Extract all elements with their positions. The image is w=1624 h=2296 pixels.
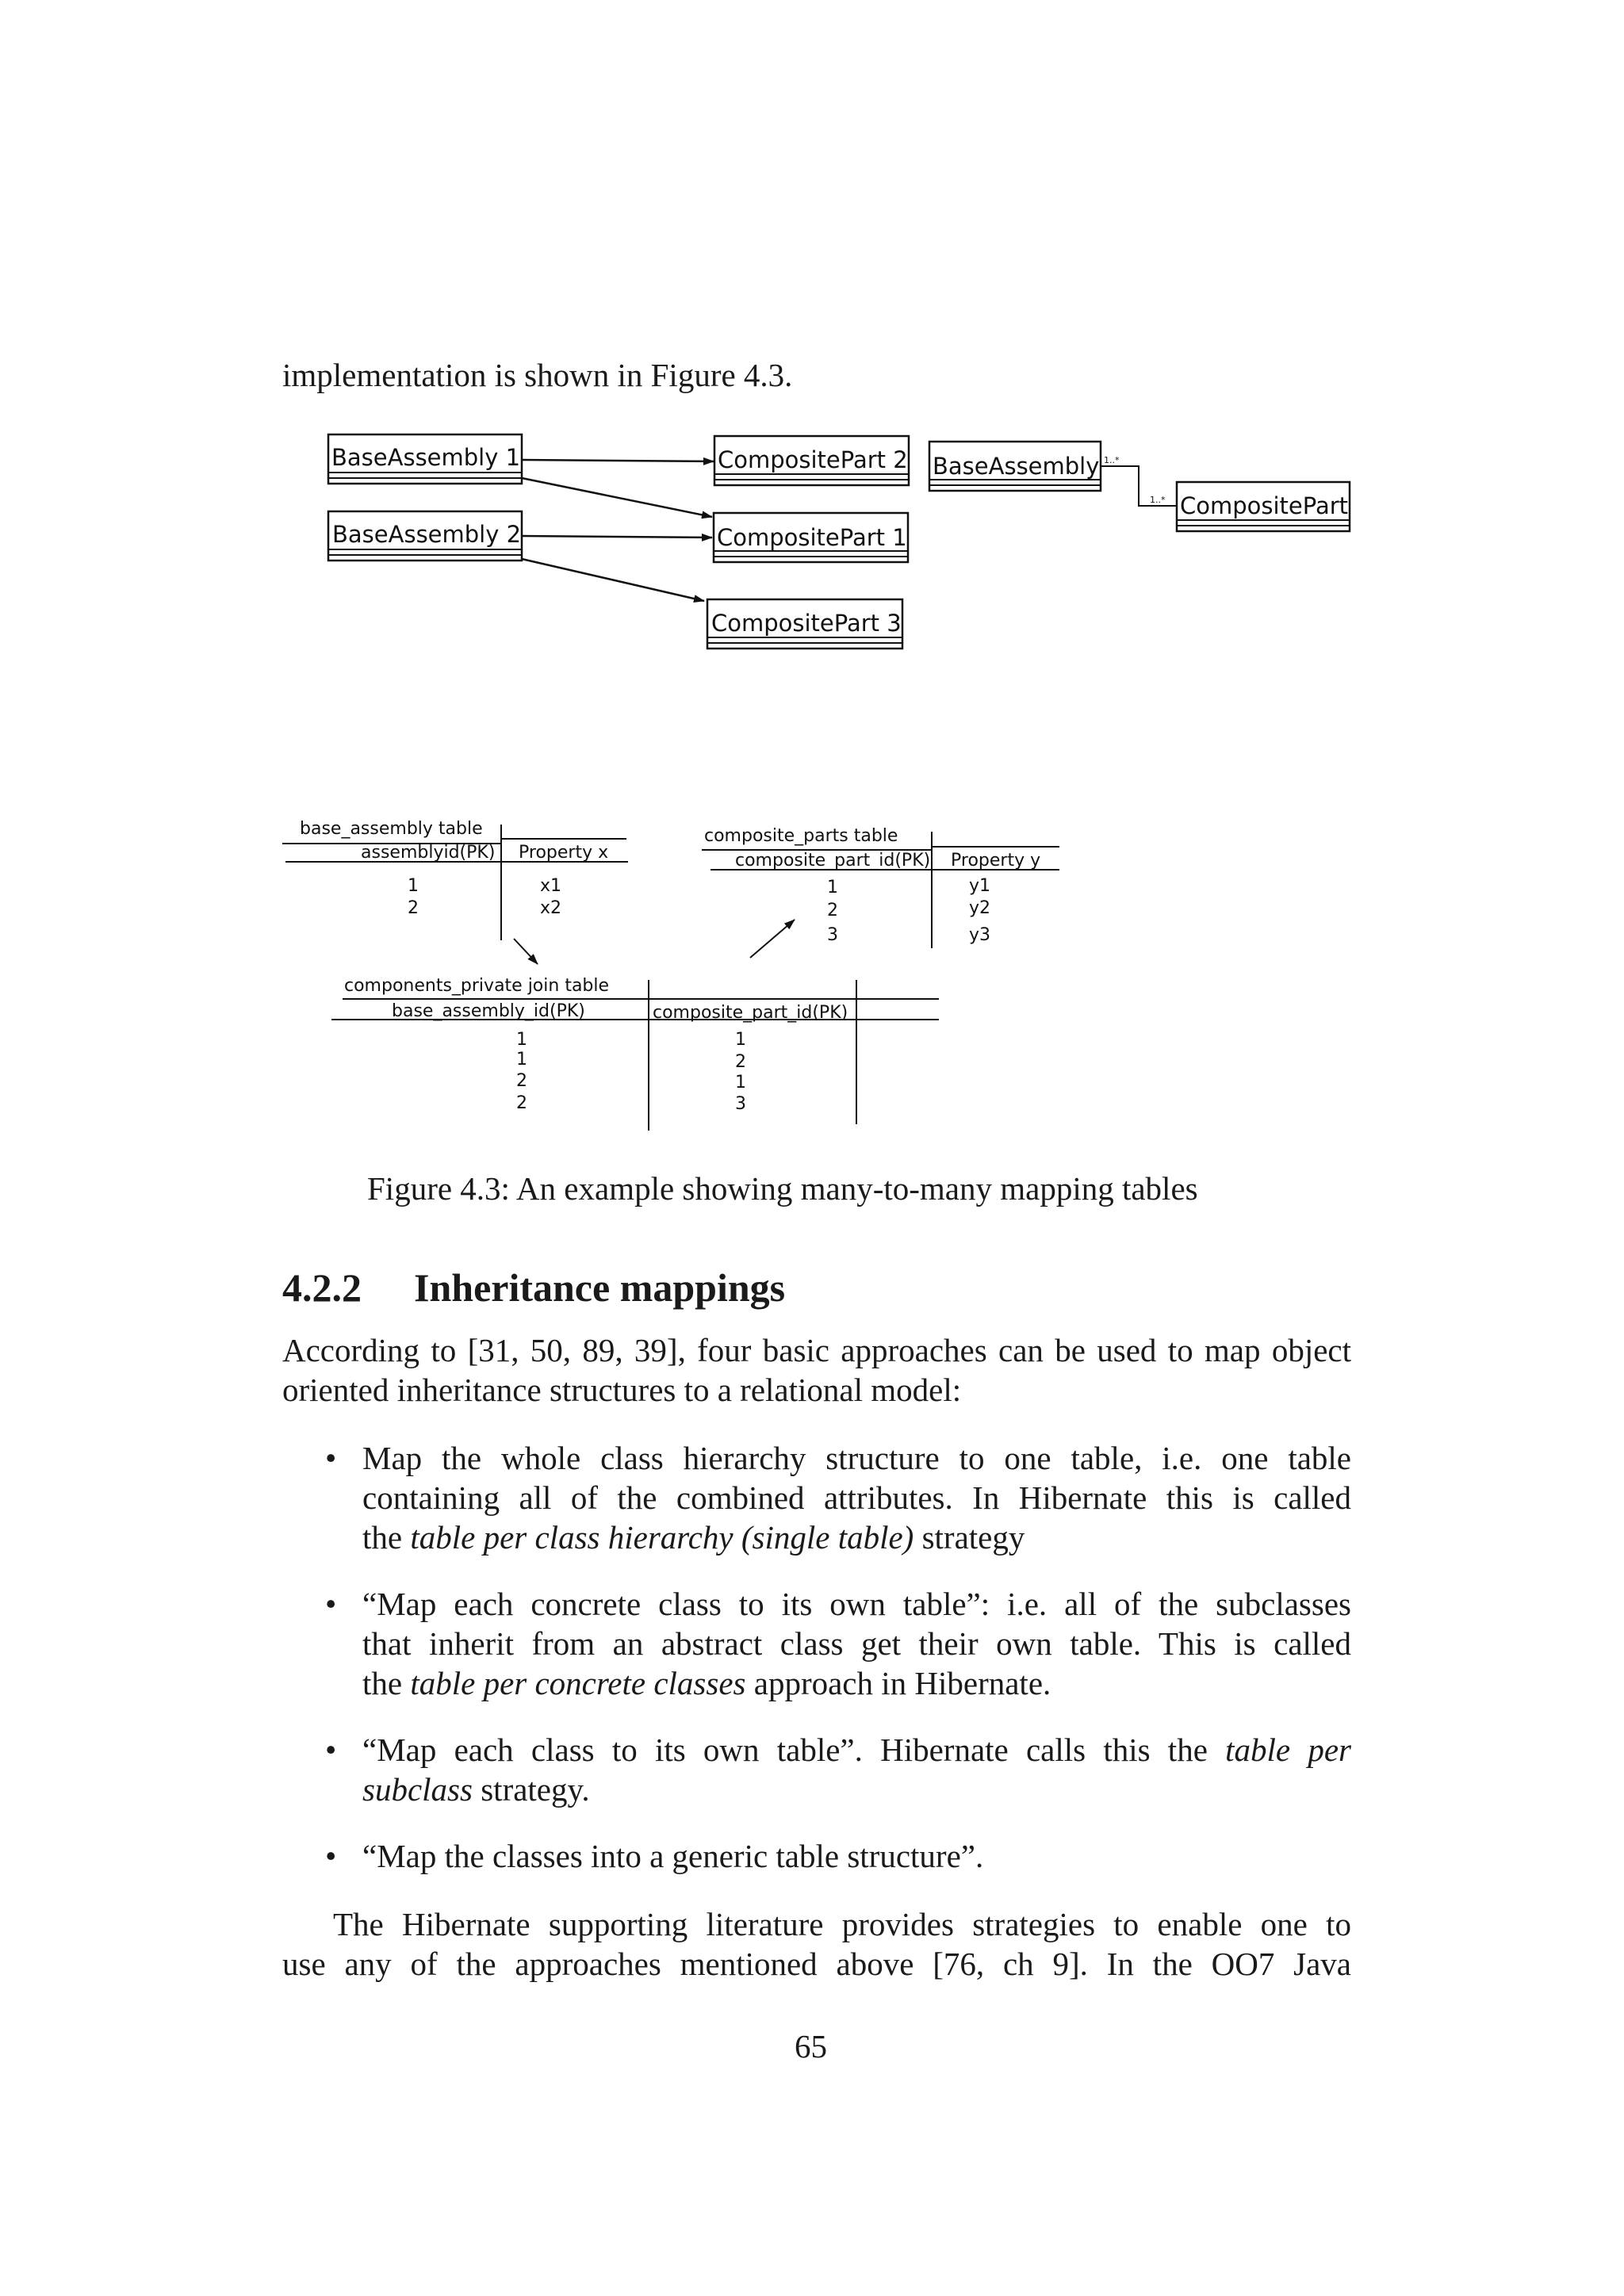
- join-table: [331, 976, 939, 1131]
- section-title: Inheritance mappings: [414, 1265, 786, 1310]
- page-number: 65: [795, 2028, 827, 2064]
- table-cell: x1: [540, 876, 562, 896]
- bullet-marker: •: [325, 1440, 337, 1476]
- instance-label: CompositePart 1: [717, 524, 907, 551]
- column-header: composite_part_id(PK): [735, 851, 931, 871]
- instance-arrows: [522, 460, 714, 601]
- text-line: The Hibernate supporting literature provides strategies to enable one to: [333, 1906, 1351, 1942]
- table-arrows: [514, 920, 795, 964]
- instance-composite-part-3: [707, 599, 902, 649]
- emphasis: subclass: [362, 1771, 473, 1808]
- text-line: [362, 1730, 1351, 1770]
- emphasis: table per concrete classes: [410, 1665, 746, 1701]
- table-cell: 1: [735, 1030, 746, 1050]
- instance-label: BaseAssembly 2: [332, 521, 522, 548]
- instance-label: BaseAssembly 1: [331, 444, 521, 471]
- instance-composite-part-1: [714, 513, 908, 562]
- table-title: composite_parts table: [704, 826, 898, 846]
- instance-label: CompositePart 3: [711, 610, 902, 637]
- table-cell: 1: [735, 1073, 746, 1093]
- class-label: CompositePart: [1180, 492, 1349, 519]
- text-line: that inherit from an abstract class get their own table. This is called: [362, 1625, 1351, 1662]
- table-title: components_private join table: [344, 976, 610, 996]
- table-cell: x2: [540, 898, 562, 918]
- table-cell: 1: [516, 1050, 527, 1070]
- table-cell: 2: [516, 1093, 527, 1113]
- composite-parts-table: [702, 826, 1059, 948]
- table-cell: y2: [969, 898, 991, 918]
- table-cell: 1: [516, 1030, 527, 1050]
- text-run: strategy.: [472, 1771, 590, 1808]
- table-cell: 2: [408, 898, 419, 918]
- bullet-item-2: [362, 1584, 1351, 1703]
- table-cell: 2: [827, 901, 838, 920]
- text-line: According to [31, 50, 89, 39], four basic approaches can be used to map object: [282, 1332, 1351, 1368]
- text-run: approach in Hibernate.: [745, 1665, 1051, 1701]
- paragraph-hibernate: [333, 1904, 1351, 1944]
- text-line: Map the whole class hierarchy structure to one table, i.e. one table: [362, 1440, 1351, 1476]
- bullet-item-1: [362, 1438, 1351, 1557]
- class-association-line: [1101, 466, 1177, 506]
- class-composite-part: [1177, 482, 1350, 531]
- emphasis: table per: [1225, 1732, 1351, 1768]
- instance-label: CompositePart 2: [718, 446, 908, 473]
- table-cell: y1: [969, 876, 991, 896]
- table-cell: 2: [735, 1052, 746, 1072]
- instance-base-assembly-2: [328, 511, 522, 561]
- instance-base-assembly-1: [328, 434, 522, 484]
- bullet-marker: •: [325, 1838, 337, 1874]
- column-header: base_assembly_id(PK): [392, 1001, 585, 1021]
- bullet-marker: •: [325, 1732, 337, 1768]
- table-cell: 1: [827, 878, 838, 897]
- bullet-item-3: [362, 1730, 1351, 1809]
- instance-composite-part-2: [714, 436, 909, 485]
- multiplicity-left: 1..*: [1104, 455, 1120, 465]
- base-assembly-table: [282, 819, 628, 940]
- table-cell: 1: [408, 876, 419, 896]
- intro-text: implementation is shown in Figure 4.3.: [282, 357, 793, 393]
- bullet-item-4: [362, 1836, 1351, 1876]
- paragraph-hibernate-cont: [282, 1944, 1351, 1984]
- column-header: assemblyid(PK): [361, 843, 496, 863]
- emphasis: table per class hierarchy (single table): [410, 1519, 914, 1556]
- text-line: [362, 1517, 1351, 1557]
- text-line: oriented inheritance structures to a relational model:: [282, 1372, 962, 1408]
- text-line: use any of the approaches mentioned above [76, ch 9]. In the OO7 Java: [282, 1946, 1351, 1982]
- column-header: composite_part_id(PK): [653, 1003, 848, 1023]
- text-line: “Map the classes into a generic table structure”.: [362, 1838, 984, 1874]
- bullet-marker: •: [325, 1586, 337, 1622]
- text-run: strategy: [914, 1519, 1025, 1556]
- text-line: [362, 1770, 1351, 1809]
- section-number: 4.2.2: [282, 1265, 362, 1310]
- section-heading: [282, 1264, 785, 1311]
- multiplicity-right: 1..*: [1150, 495, 1166, 505]
- table-cell: y3: [969, 925, 991, 945]
- table-cell: 2: [516, 1071, 527, 1091]
- text-run: “Map each class to its own table”. Hibernate calls this the: [362, 1732, 1226, 1768]
- text-line: “Map each concrete class to its own table”: i.e. all of the subclasses: [362, 1586, 1351, 1622]
- table-cell: 3: [827, 925, 838, 945]
- table-cell: 3: [735, 1094, 746, 1114]
- class-label: BaseAssembly: [933, 453, 1100, 480]
- text-line: [362, 1663, 1351, 1703]
- text-run: the: [362, 1519, 411, 1556]
- figure-caption: Figure 4.3: An example showing many-to-many mapping tables: [367, 1170, 1198, 1207]
- column-header: Property x: [519, 843, 609, 863]
- column-header: Property y: [951, 851, 1041, 871]
- text-run: the: [362, 1665, 411, 1701]
- table-title: base_assembly table: [300, 819, 483, 839]
- class-base-assembly: [929, 442, 1101, 491]
- text-line: containing all of the combined attributes. In Hibernate this is called: [362, 1479, 1351, 1516]
- paragraph-intro: [282, 1330, 1351, 1410]
